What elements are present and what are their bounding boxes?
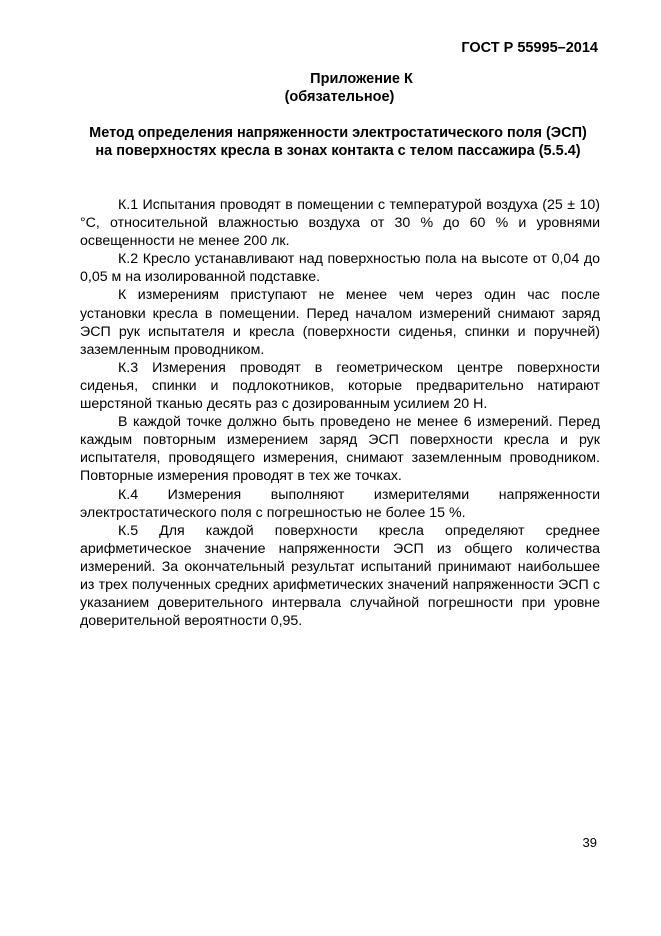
section-title: Метод определения напряженности электростатического поля (ЭСП) на поверхностях кресла в зонах контакта с телом пассажира (5.5.4) — [89, 125, 587, 159]
appendix-status: (обязательное) — [284, 89, 395, 105]
paragraph-k2: К.2 Кресло устанавливают над поверхностью пола на высоте от 0,04 до 0,05 м на изолированной подставке. — [80, 251, 600, 286]
appendix-title: Приложение К — [310, 71, 413, 87]
paragraph-k3: К.3 Измерения проводят в геометрическом центре поверхности сиденья, спинки и подлокотников, которые предварительно натирают шерстяной тканью десять раз с дозированным усилием 20 Н. — [80, 359, 600, 413]
document-code: ГОСТ Р 55995–2014 — [461, 40, 598, 56]
paragraph-k1: К.1 Испытания проводят в помещении с температурой воздуха (25 ± 10) °С, относительной влажностью воздуха от 30 % до 60 % и уровнями освещенности не менее 200 лк. — [80, 197, 600, 250]
paragraph-k3-measurement-count: В каждой точке должно быть проведено не менее 6 измерений. Перед каждым повторным измерением заряд ЭСП поверхности кресла и рук испытателя, проводящего измерения, снимают заземленным проводником. Повторные измерения проводят в тех же точках. — [80, 414, 600, 485]
page-number: 39 — [582, 835, 597, 850]
paragraph-k2-measure-start: К измерениям приступают не менее чем через один час после установки кресла в помещении. Перед началом измерений снимают заряд ЭСП рук испытателя и кресла (поверхности сиденья, спинки и поручней) заземленным проводником. — [80, 287, 600, 358]
document-body — [80, 196, 600, 630]
appendix-heading — [0, 70, 661, 106]
paragraph-k5: К.5 Для каждой поверхности кресла определяют среднее арифметическое значение напряженности ЭСП из общего количества измерений. За окончательный результат испытаний принимают наибольшее из трех полученных средних арифметических значений напряженности ЭСП с указанием доверительного интервала случайной погрешности при уровне доверительной вероятности 0,95. — [80, 522, 600, 630]
paragraph-k4: К.4 Измерения выполняют измерителями напряженности электростатического поля с погрешностью не более 15 %. — [80, 486, 600, 521]
